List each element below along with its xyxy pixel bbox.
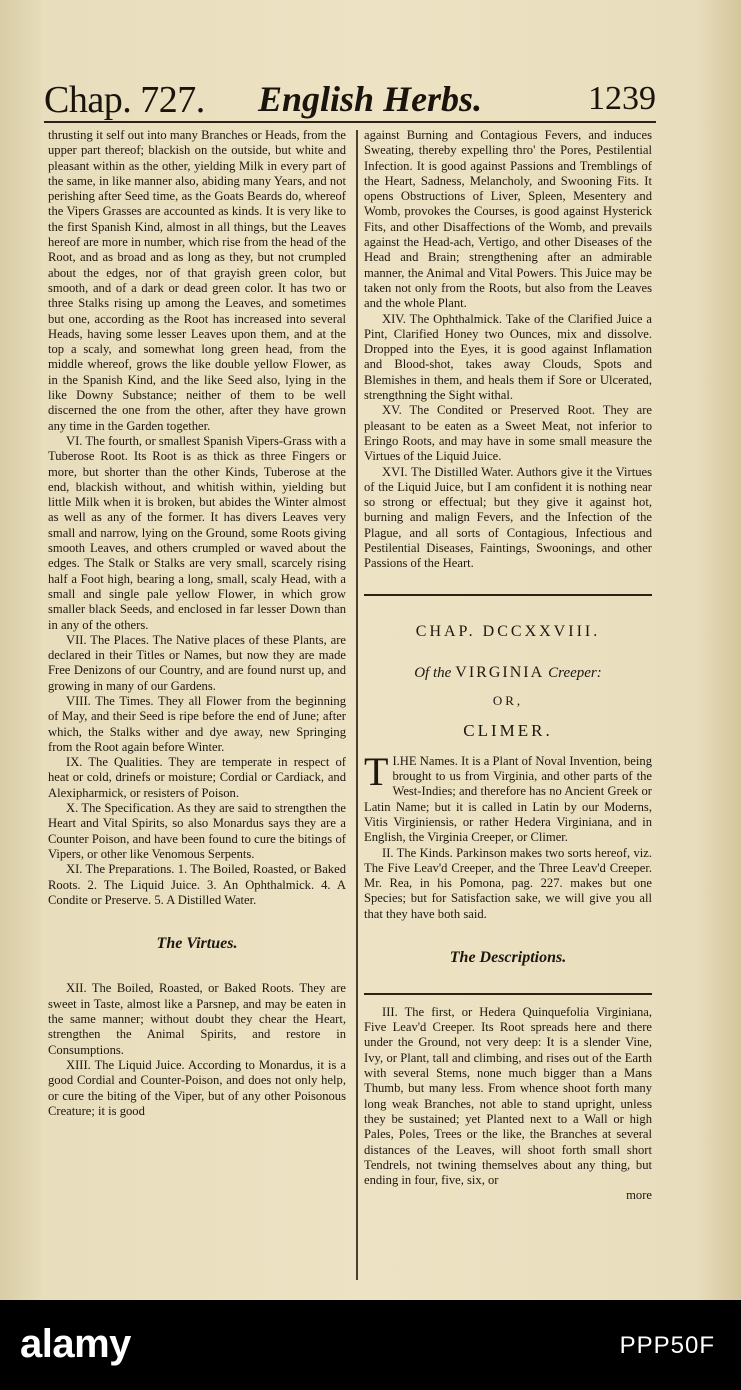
section-rule [364, 594, 652, 596]
paragraph: thrusting it self out into many Branches or Heads, from the upper part thereof; blackish on the outside, but white and pleasant within as the other, yielding Milk in every part of the same, in like manner also, abiding many Years, and not perishing after Seed time, as the Goats Beards do, whereof the Vipers Grasses are accounted as kinds. It is very like to the first Spanish Kind, almost in all things, but the Leaves hereof are more in number, which rise from the head of the Root, and as broad and as long as they, but not crumpled about the edges, nor of that grayish green color, but smooth, and of a dark or dead green color. It has two or three Stalks rising up among the Leaves, and sometimes but one, according as the Root has increased into several Heads, having some lesser Leaves upon them, and at the top a scaly, and somewhat long green head, from the middle whereof, grows the like double yellow Flower, as in the Spanish Kind, and the like Seed also, lying in the like Downy Substance; neither of them to be well discerned the one from the other, after they have grown any time in the Garden together. [48, 128, 346, 433]
alamy-logo: alamy [20, 1322, 131, 1366]
paragraph: XVI. The Distilled Water. Authors give it the Virtues of the Liquid Juice, but I am confident it is nothing near so strong or effectual; but they give it against hot, burning and malign Fevers, and the Infection of the Plague, and all sorts of Contagious, Infectious and Pestilential Diseases, Faintings, Swoonings, and other Passions of the Heart. [364, 464, 652, 571]
paragraph: XV. The Condited or Preserved Root. They are pleasant to be eaten as a Sweet Meat, not inferior to Eringo Roots, and may have in some small measure the Virtues of the Liquid Juice. [364, 403, 652, 464]
section-heading-descriptions: The Descriptions. [449, 949, 567, 967]
chapter-heading: CHAP. DCCXXVIII. [415, 622, 601, 640]
running-head [44, 70, 656, 124]
title-or: OR, [492, 693, 524, 709]
page-number: 1239 [588, 80, 656, 117]
paragraph: XIV. The Ophthalmick. Take of the Clarified Juice a Pint, Clarified Honey two Ounces, mix and dissolve. Dropped into the Eyes, it is good against Inflamation and Blood-shot, takes away Clouds, Spots and Blemishes in them, and heals them if Sore or Ulcerated, strengthning the Sight withal. [364, 311, 652, 403]
left-column [48, 128, 346, 1119]
title-creeper: Creeper: [548, 664, 602, 681]
section-heading-virtues: The Virtues. [156, 935, 238, 953]
right-column [364, 128, 652, 1204]
paragraph: VIII. The Times. They all Flower from the beginning of May, and their Seed is ripe before the end of June; after which, the Stalks wither and dye away, new Springing from the Root again before Winter. [48, 693, 346, 754]
paragraph: XI. The Preparations. 1. The Boiled, Roasted, or Baked Roots. 2. The Liquid Juice. 3. An Ophthalmick. 4. A Condite or Preserve. 5. A Distilled Water. [48, 862, 346, 907]
paragraph: XIII. The Liquid Juice. According to Monardus, it is a good Cordial and Counter-Poison, and does not only help, or cure the biting of the Viper, but of any other Poisonous Creature; it is good [48, 1057, 346, 1118]
header-rule [44, 121, 656, 123]
title-climer: CLIMER. [463, 720, 553, 740]
paragraph: III. The first, or Hedera Quinquefolia Virginiana, Five Leav'd Creeper. Its Root spreads here and there under the Ground, not very deep: It is a slender Vine, Ivy, or Plant, tall and climbing, and rises out of the Earth with several Stems, none much bigger than a Mans Thumb, but many less. From whence shoot forth many long weak Branches, not able to stand upright, unless they be sustained; yet Planted next to a Wall or high Pales, Poles, Trees or the like, the Branches at several distances of the Leaves, will shoot forth small short Tendrels, not twining themselves about any thing, but ending in four, five, six, or [364, 1004, 652, 1188]
catchword: more [626, 1188, 652, 1203]
running-head-title: English Herbs. [258, 79, 483, 119]
title-of-the: Of the [414, 664, 452, 681]
image-id: PPP50F [619, 1332, 715, 1359]
paragraph: IX. The Qualities. They are temperate in respect of heat or cold, drinefs or moisture; Cordial or Cardiack, and Alexipharmick, or resisters of Poison. [48, 755, 346, 800]
column-divider [356, 130, 358, 1280]
paragraph: against Burning and Contagious Fevers, and induces Sweating, thereby expelling thro' the Pores, Pestilential Infection. It is good against Passions and Tremblings of the Heart, Sadness, Melancholy, and Swooning Fits. It opens Obstructions of Liver, Spleen, Mesentery and Womb, provokes the Courses, is good against Hysterick Fits, and other Disaffections of the Womb, and prevails against the Head-ach, Vertigo, and other Diseases of the Head and Brain; strengthening after an admirable manner, the Animal and Vital Powers. This Juice may be taken not only from the Roots, but also from the Leaves and the whole Plant. [364, 128, 652, 311]
chapter-title [364, 665, 652, 681]
paragraph: XII. The Boiled, Roasted, or Baked Roots. They are sweet in Taste, almost like a Parsnep, and may be eaten in the same manner; without doubt they chear the Heart, strengthen the Animal Spirits, and restore in Consumptions. [48, 981, 346, 1057]
watermark-bar [0, 1300, 741, 1390]
paragraph-names [364, 748, 652, 846]
title-virginia: VIRGINIA [455, 663, 545, 681]
paragraph-text: HE Names. It is a Plant of Noval Invention, being brought to us from Virginia, and other parts of the West-Indies; and therefore has no Ancient Greek or Latin Name; but it is called in Latin by our Moderns, Vitis Virginiensis, or rather Hedera Virginiana, and in English, the Virginia Creeper, or Climer. [364, 753, 652, 845]
paragraph: VII. The Places. The Native places of these Plants, are declared in their Titles or Names, but now they are made Free Denizons of our Country, and are found nurst up, and growing in many of our Gardens. [48, 632, 346, 693]
paragraph: X. The Specification. As they are said to strengthen the Heart and Vital Spirits, so also Monardus says they are a Counter Poison, and have been found to cure the bitings of Vipers, or other like Venomous Serpents. [48, 801, 346, 861]
paragraph: II. The Kinds. Parkinson makes two sorts hereof, viz. The Five Leav'd Creeper, and the Three Leav'd Creeper. Mr. Rea, in his Pomona, pag. 227. makes but one Species; but for Satisfaction sake, we will give you all that they have both said. [364, 845, 652, 921]
paragraph: VI. The fourth, or smallest Spanish Vipers-Grass with a Tuberose Root. Its Root is as thick as three Fingers or more, but shorter than the other Kinds, Tuberose at the end, blackish without, and whitish within, yielding but little Milk when it is broken, but abides the Winter almost as well as any of the former. It has divers Leaves very small and narrow, lying on the Ground, some Roots giving smooth Leaves, and others crumpled or waved about the edges. The Stalk or Stalks are very small, scarcely rising half a Foot high, bearing a long, small, scaly Head, with a small and single pale yellow Flower, in which grow smaller black Seeds, and enclosed in far lesser Down than in any of the others. [48, 433, 346, 632]
drop-cap: T [364, 748, 389, 794]
section-rule [364, 993, 652, 995]
paragraph-number: I. [392, 753, 400, 768]
running-head-chapter: Chap. 727. [44, 79, 205, 121]
